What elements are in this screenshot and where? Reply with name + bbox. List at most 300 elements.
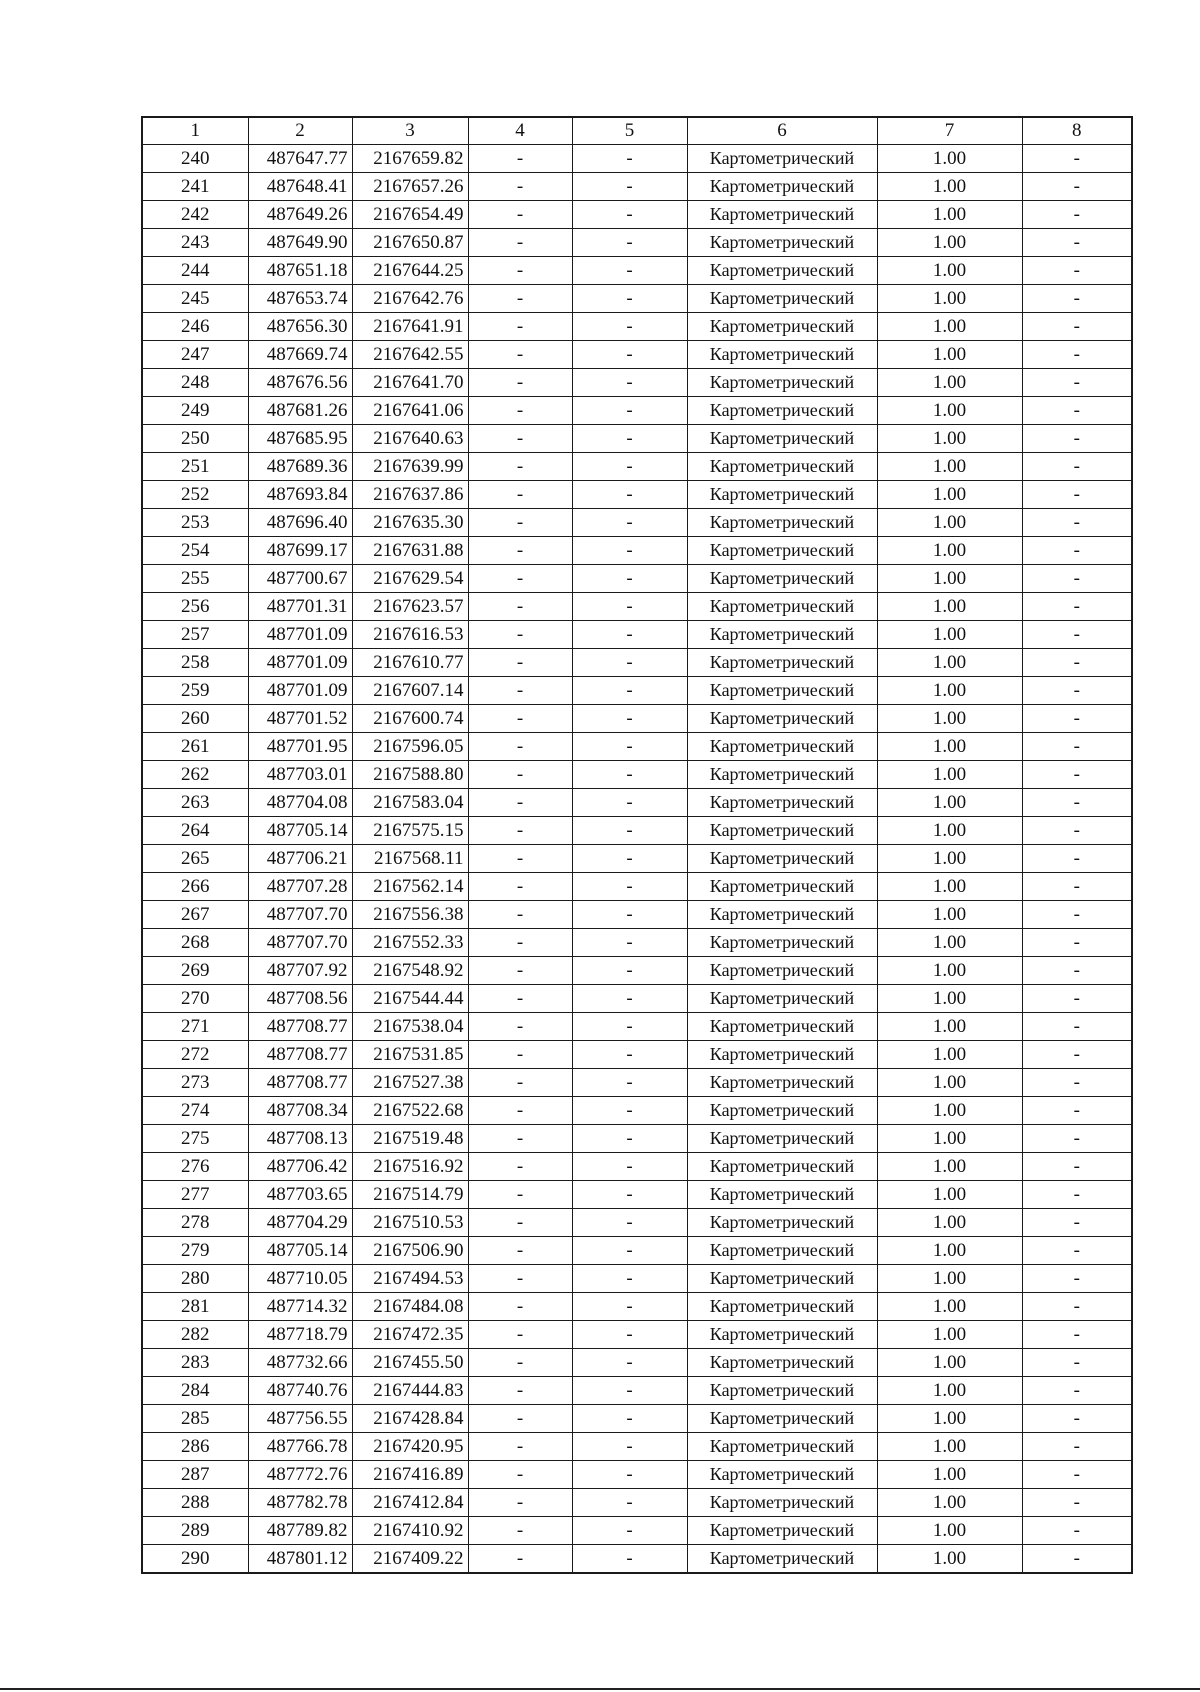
cell-col-4: - bbox=[468, 733, 572, 761]
cell-accuracy: 1.00 bbox=[877, 341, 1022, 369]
cell-coord-x: 487701.09 bbox=[248, 649, 352, 677]
cell-col-4: - bbox=[468, 1545, 572, 1574]
cell-method: Картометрический bbox=[687, 789, 877, 817]
cell-point-number: 248 bbox=[142, 369, 248, 397]
cell-coord-x: 487693.84 bbox=[248, 481, 352, 509]
cell-accuracy: 1.00 bbox=[877, 1321, 1022, 1349]
cell-col-8: - bbox=[1022, 313, 1132, 341]
cell-accuracy: 1.00 bbox=[877, 1489, 1022, 1517]
cell-coord-x: 487782.78 bbox=[248, 1489, 352, 1517]
cell-col-5: - bbox=[572, 369, 687, 397]
header-col-5: 5 bbox=[572, 117, 687, 145]
table-row bbox=[142, 1041, 1132, 1069]
header-col-8: 8 bbox=[1022, 117, 1132, 145]
cell-method: Картометрический bbox=[687, 817, 877, 845]
cell-col-8: - bbox=[1022, 1293, 1132, 1321]
table-row bbox=[142, 1265, 1132, 1293]
cell-coord-y: 2167640.63 bbox=[352, 425, 468, 453]
cell-col-5: - bbox=[572, 1209, 687, 1237]
cell-method: Картометрический bbox=[687, 845, 877, 873]
cell-coord-y: 2167494.53 bbox=[352, 1265, 468, 1293]
cell-coord-y: 2167641.91 bbox=[352, 313, 468, 341]
cell-coord-x: 487703.01 bbox=[248, 761, 352, 789]
cell-method: Картометрический bbox=[687, 1041, 877, 1069]
table-row bbox=[142, 677, 1132, 705]
table-row bbox=[142, 1013, 1132, 1041]
cell-accuracy: 1.00 bbox=[877, 1041, 1022, 1069]
cell-col-8: - bbox=[1022, 733, 1132, 761]
cell-coord-y: 2167562.14 bbox=[352, 873, 468, 901]
cell-method: Картометрический bbox=[687, 369, 877, 397]
table-row bbox=[142, 845, 1132, 873]
cell-col-5: - bbox=[572, 1433, 687, 1461]
cell-col-8: - bbox=[1022, 509, 1132, 537]
cell-col-5: - bbox=[572, 593, 687, 621]
table-row bbox=[142, 1209, 1132, 1237]
cell-coord-y: 2167637.86 bbox=[352, 481, 468, 509]
cell-method: Картометрический bbox=[687, 957, 877, 985]
cell-method: Картометрический bbox=[687, 313, 877, 341]
cell-point-number: 253 bbox=[142, 509, 248, 537]
table-row bbox=[142, 537, 1132, 565]
cell-col-4: - bbox=[468, 1377, 572, 1405]
cell-coord-x: 487708.13 bbox=[248, 1125, 352, 1153]
cell-coord-y: 2167623.57 bbox=[352, 593, 468, 621]
cell-coord-x: 487732.66 bbox=[248, 1349, 352, 1377]
cell-point-number: 284 bbox=[142, 1377, 248, 1405]
cell-col-4: - bbox=[468, 957, 572, 985]
table-row bbox=[142, 705, 1132, 733]
table-row bbox=[142, 761, 1132, 789]
cell-coord-y: 2167654.49 bbox=[352, 201, 468, 229]
cell-col-5: - bbox=[572, 649, 687, 677]
cell-col-5: - bbox=[572, 1461, 687, 1489]
cell-point-number: 281 bbox=[142, 1293, 248, 1321]
cell-coord-x: 487705.14 bbox=[248, 817, 352, 845]
cell-method: Картометрический bbox=[687, 649, 877, 677]
cell-col-5: - bbox=[572, 453, 687, 481]
cell-col-8: - bbox=[1022, 1405, 1132, 1433]
cell-method: Картометрический bbox=[687, 901, 877, 929]
cell-accuracy: 1.00 bbox=[877, 229, 1022, 257]
cell-point-number: 264 bbox=[142, 817, 248, 845]
cell-col-5: - bbox=[572, 1181, 687, 1209]
cell-method: Картометрический bbox=[687, 1293, 877, 1321]
cell-point-number: 273 bbox=[142, 1069, 248, 1097]
cell-accuracy: 1.00 bbox=[877, 1545, 1022, 1574]
cell-method: Картометрический bbox=[687, 1517, 877, 1545]
cell-coord-x: 487653.74 bbox=[248, 285, 352, 313]
cell-method: Картометрический bbox=[687, 873, 877, 901]
cell-method: Картометрический bbox=[687, 481, 877, 509]
cell-point-number: 255 bbox=[142, 565, 248, 593]
table-row bbox=[142, 425, 1132, 453]
cell-point-number: 247 bbox=[142, 341, 248, 369]
cell-col-5: - bbox=[572, 761, 687, 789]
cell-accuracy: 1.00 bbox=[877, 1405, 1022, 1433]
cell-col-8: - bbox=[1022, 1349, 1132, 1377]
cell-col-4: - bbox=[468, 1069, 572, 1097]
cell-method: Картометрический bbox=[687, 1069, 877, 1097]
cell-point-number: 246 bbox=[142, 313, 248, 341]
cell-point-number: 272 bbox=[142, 1041, 248, 1069]
cell-coord-x: 487696.40 bbox=[248, 509, 352, 537]
cell-accuracy: 1.00 bbox=[877, 1153, 1022, 1181]
cell-method: Картометрический bbox=[687, 733, 877, 761]
cell-col-8: - bbox=[1022, 1461, 1132, 1489]
cell-accuracy: 1.00 bbox=[877, 1265, 1022, 1293]
cell-accuracy: 1.00 bbox=[877, 537, 1022, 565]
cell-coord-y: 2167642.76 bbox=[352, 285, 468, 313]
cell-col-8: - bbox=[1022, 761, 1132, 789]
cell-col-4: - bbox=[468, 397, 572, 425]
cell-col-8: - bbox=[1022, 621, 1132, 649]
cell-col-8: - bbox=[1022, 145, 1132, 173]
cell-col-5: - bbox=[572, 1321, 687, 1349]
cell-method: Картометрический bbox=[687, 1153, 877, 1181]
cell-coord-y: 2167416.89 bbox=[352, 1461, 468, 1489]
cell-method: Картометрический bbox=[687, 1321, 877, 1349]
cell-col-4: - bbox=[468, 481, 572, 509]
cell-coord-x: 487669.74 bbox=[248, 341, 352, 369]
cell-col-5: - bbox=[572, 957, 687, 985]
cell-coord-y: 2167641.70 bbox=[352, 369, 468, 397]
header-col-7: 7 bbox=[877, 117, 1022, 145]
cell-col-5: - bbox=[572, 929, 687, 957]
cell-col-5: - bbox=[572, 229, 687, 257]
cell-method: Картометрический bbox=[687, 537, 877, 565]
cell-col-4: - bbox=[468, 985, 572, 1013]
cell-col-8: - bbox=[1022, 845, 1132, 873]
cell-point-number: 276 bbox=[142, 1153, 248, 1181]
cell-col-4: - bbox=[468, 873, 572, 901]
cell-col-4: - bbox=[468, 173, 572, 201]
cell-col-8: - bbox=[1022, 1209, 1132, 1237]
cell-method: Картометрический bbox=[687, 425, 877, 453]
cell-method: Картометрический bbox=[687, 565, 877, 593]
cell-col-4: - bbox=[468, 425, 572, 453]
cell-coord-x: 487772.76 bbox=[248, 1461, 352, 1489]
cell-col-4: - bbox=[468, 257, 572, 285]
cell-coord-y: 2167657.26 bbox=[352, 173, 468, 201]
cell-method: Картометрический bbox=[687, 285, 877, 313]
cell-col-5: - bbox=[572, 1517, 687, 1545]
cell-coord-x: 487703.65 bbox=[248, 1181, 352, 1209]
cell-point-number: 266 bbox=[142, 873, 248, 901]
cell-coord-y: 2167644.25 bbox=[352, 257, 468, 285]
cell-point-number: 286 bbox=[142, 1433, 248, 1461]
cell-coord-x: 487648.41 bbox=[248, 173, 352, 201]
cell-coord-x: 487656.30 bbox=[248, 313, 352, 341]
cell-point-number: 268 bbox=[142, 929, 248, 957]
table-row bbox=[142, 1321, 1132, 1349]
cell-point-number: 249 bbox=[142, 397, 248, 425]
cell-method: Картометрический bbox=[687, 257, 877, 285]
cell-col-4: - bbox=[468, 1265, 572, 1293]
cell-accuracy: 1.00 bbox=[877, 1517, 1022, 1545]
cell-col-8: - bbox=[1022, 257, 1132, 285]
table-row bbox=[142, 789, 1132, 817]
cell-coord-x: 487708.56 bbox=[248, 985, 352, 1013]
cell-coord-y: 2167616.53 bbox=[352, 621, 468, 649]
cell-col-4: - bbox=[468, 369, 572, 397]
header-col-4: 4 bbox=[468, 117, 572, 145]
cell-point-number: 243 bbox=[142, 229, 248, 257]
header-col-6: 6 bbox=[687, 117, 877, 145]
cell-col-4: - bbox=[468, 1153, 572, 1181]
cell-col-5: - bbox=[572, 1013, 687, 1041]
cell-point-number: 275 bbox=[142, 1125, 248, 1153]
table-row bbox=[142, 649, 1132, 677]
cell-point-number: 274 bbox=[142, 1097, 248, 1125]
cell-col-8: - bbox=[1022, 537, 1132, 565]
cell-coord-y: 2167639.99 bbox=[352, 453, 468, 481]
cell-method: Картометрический bbox=[687, 509, 877, 537]
cell-col-5: - bbox=[572, 1489, 687, 1517]
cell-coord-y: 2167484.08 bbox=[352, 1293, 468, 1321]
cell-col-8: - bbox=[1022, 789, 1132, 817]
cell-coord-y: 2167522.68 bbox=[352, 1097, 468, 1125]
cell-accuracy: 1.00 bbox=[877, 145, 1022, 173]
cell-col-4: - bbox=[468, 453, 572, 481]
cell-coord-y: 2167610.77 bbox=[352, 649, 468, 677]
cell-coord-y: 2167472.35 bbox=[352, 1321, 468, 1349]
cell-col-8: - bbox=[1022, 1321, 1132, 1349]
table-row bbox=[142, 1237, 1132, 1265]
cell-point-number: 251 bbox=[142, 453, 248, 481]
table-row bbox=[142, 1489, 1132, 1517]
cell-col-8: - bbox=[1022, 1517, 1132, 1545]
cell-col-5: - bbox=[572, 537, 687, 565]
cell-method: Картометрический bbox=[687, 173, 877, 201]
cell-coord-x: 487701.31 bbox=[248, 593, 352, 621]
cell-accuracy: 1.00 bbox=[877, 1181, 1022, 1209]
cell-col-5: - bbox=[572, 565, 687, 593]
table-header bbox=[142, 117, 1132, 145]
cell-accuracy: 1.00 bbox=[877, 1237, 1022, 1265]
cell-coord-x: 487689.36 bbox=[248, 453, 352, 481]
cell-col-4: - bbox=[468, 1405, 572, 1433]
cell-coord-x: 487681.26 bbox=[248, 397, 352, 425]
cell-col-4: - bbox=[468, 1041, 572, 1069]
cell-col-5: - bbox=[572, 1265, 687, 1293]
cell-col-4: - bbox=[468, 285, 572, 313]
table-row bbox=[142, 1153, 1132, 1181]
cell-accuracy: 1.00 bbox=[877, 565, 1022, 593]
cell-accuracy: 1.00 bbox=[877, 1433, 1022, 1461]
cell-col-4: - bbox=[468, 1293, 572, 1321]
cell-col-4: - bbox=[468, 565, 572, 593]
cell-coord-y: 2167556.38 bbox=[352, 901, 468, 929]
cell-point-number: 256 bbox=[142, 593, 248, 621]
cell-col-4: - bbox=[468, 1013, 572, 1041]
table-row bbox=[142, 1293, 1132, 1321]
table-row bbox=[142, 1377, 1132, 1405]
cell-coord-x: 487789.82 bbox=[248, 1517, 352, 1545]
cell-accuracy: 1.00 bbox=[877, 173, 1022, 201]
header-row bbox=[142, 117, 1132, 145]
cell-accuracy: 1.00 bbox=[877, 761, 1022, 789]
cell-point-number: 279 bbox=[142, 1237, 248, 1265]
cell-coord-y: 2167531.85 bbox=[352, 1041, 468, 1069]
cell-col-8: - bbox=[1022, 1041, 1132, 1069]
cell-col-5: - bbox=[572, 845, 687, 873]
cell-method: Картометрический bbox=[687, 705, 877, 733]
cell-coord-y: 2167588.80 bbox=[352, 761, 468, 789]
cell-method: Картометрический bbox=[687, 1237, 877, 1265]
cell-col-4: - bbox=[468, 1237, 572, 1265]
table-row bbox=[142, 1433, 1132, 1461]
cell-col-5: - bbox=[572, 1097, 687, 1125]
cell-point-number: 290 bbox=[142, 1545, 248, 1574]
table-row bbox=[142, 621, 1132, 649]
cell-col-8: - bbox=[1022, 957, 1132, 985]
cell-method: Картометрический bbox=[687, 593, 877, 621]
cell-coord-x: 487701.09 bbox=[248, 677, 352, 705]
cell-col-4: - bbox=[468, 1349, 572, 1377]
table-row bbox=[142, 929, 1132, 957]
cell-accuracy: 1.00 bbox=[877, 285, 1022, 313]
cell-coord-y: 2167635.30 bbox=[352, 509, 468, 537]
cell-accuracy: 1.00 bbox=[877, 789, 1022, 817]
cell-col-8: - bbox=[1022, 901, 1132, 929]
cell-col-5: - bbox=[572, 481, 687, 509]
cell-point-number: 270 bbox=[142, 985, 248, 1013]
cell-col-4: - bbox=[468, 789, 572, 817]
cell-col-5: - bbox=[572, 677, 687, 705]
cell-point-number: 262 bbox=[142, 761, 248, 789]
cell-coord-x: 487708.34 bbox=[248, 1097, 352, 1125]
cell-accuracy: 1.00 bbox=[877, 649, 1022, 677]
cell-col-8: - bbox=[1022, 173, 1132, 201]
cell-col-8: - bbox=[1022, 705, 1132, 733]
cell-col-4: - bbox=[468, 1517, 572, 1545]
cell-accuracy: 1.00 bbox=[877, 845, 1022, 873]
cell-coord-x: 487708.77 bbox=[248, 1041, 352, 1069]
cell-accuracy: 1.00 bbox=[877, 957, 1022, 985]
cell-coord-x: 487701.95 bbox=[248, 733, 352, 761]
header-col-2: 2 bbox=[248, 117, 352, 145]
cell-method: Картометрический bbox=[687, 1461, 877, 1489]
cell-accuracy: 1.00 bbox=[877, 1209, 1022, 1237]
cell-accuracy: 1.00 bbox=[877, 453, 1022, 481]
cell-col-8: - bbox=[1022, 397, 1132, 425]
cell-col-4: - bbox=[468, 1489, 572, 1517]
cell-col-4: - bbox=[468, 901, 572, 929]
cell-point-number: 277 bbox=[142, 1181, 248, 1209]
cell-col-4: - bbox=[468, 145, 572, 173]
cell-col-5: - bbox=[572, 705, 687, 733]
table-row bbox=[142, 817, 1132, 845]
cell-coord-y: 2167544.44 bbox=[352, 985, 468, 1013]
cell-accuracy: 1.00 bbox=[877, 201, 1022, 229]
cell-col-5: - bbox=[572, 285, 687, 313]
cell-col-4: - bbox=[468, 1097, 572, 1125]
cell-col-5: - bbox=[572, 1293, 687, 1321]
cell-col-8: - bbox=[1022, 817, 1132, 845]
cell-coord-y: 2167641.06 bbox=[352, 397, 468, 425]
cell-method: Картометрический bbox=[687, 1349, 877, 1377]
cell-method: Картометрический bbox=[687, 621, 877, 649]
cell-col-5: - bbox=[572, 621, 687, 649]
table-row bbox=[142, 873, 1132, 901]
cell-col-8: - bbox=[1022, 1069, 1132, 1097]
cell-accuracy: 1.00 bbox=[877, 929, 1022, 957]
cell-coord-y: 2167516.92 bbox=[352, 1153, 468, 1181]
cell-accuracy: 1.00 bbox=[877, 1125, 1022, 1153]
cell-col-4: - bbox=[468, 1125, 572, 1153]
cell-coord-x: 487766.78 bbox=[248, 1433, 352, 1461]
cell-method: Картометрический bbox=[687, 1545, 877, 1574]
cell-coord-y: 2167519.48 bbox=[352, 1125, 468, 1153]
cell-col-5: - bbox=[572, 1125, 687, 1153]
cell-point-number: 267 bbox=[142, 901, 248, 929]
cell-method: Картометрический bbox=[687, 229, 877, 257]
cell-point-number: 280 bbox=[142, 1265, 248, 1293]
cell-point-number: 259 bbox=[142, 677, 248, 705]
cell-accuracy: 1.00 bbox=[877, 901, 1022, 929]
cell-col-5: - bbox=[572, 733, 687, 761]
cell-coord-y: 2167538.04 bbox=[352, 1013, 468, 1041]
cell-coord-y: 2167548.92 bbox=[352, 957, 468, 985]
cell-point-number: 254 bbox=[142, 537, 248, 565]
cell-coord-x: 487707.70 bbox=[248, 901, 352, 929]
cell-point-number: 271 bbox=[142, 1013, 248, 1041]
cell-coord-x: 487718.79 bbox=[248, 1321, 352, 1349]
cell-point-number: 282 bbox=[142, 1321, 248, 1349]
table-row bbox=[142, 901, 1132, 929]
cell-col-8: - bbox=[1022, 985, 1132, 1013]
cell-accuracy: 1.00 bbox=[877, 1069, 1022, 1097]
cell-coord-y: 2167659.82 bbox=[352, 145, 468, 173]
cell-method: Картометрический bbox=[687, 985, 877, 1013]
cell-coord-x: 487647.77 bbox=[248, 145, 352, 173]
page-bottom-rule bbox=[0, 1688, 1200, 1690]
cell-coord-y: 2167514.79 bbox=[352, 1181, 468, 1209]
cell-accuracy: 1.00 bbox=[877, 677, 1022, 705]
table-row bbox=[142, 145, 1132, 173]
cell-accuracy: 1.00 bbox=[877, 1377, 1022, 1405]
cell-coord-x: 487704.08 bbox=[248, 789, 352, 817]
cell-coord-y: 2167410.92 bbox=[352, 1517, 468, 1545]
cell-col-4: - bbox=[468, 621, 572, 649]
cell-col-5: - bbox=[572, 201, 687, 229]
cell-col-8: - bbox=[1022, 1181, 1132, 1209]
cell-col-8: - bbox=[1022, 929, 1132, 957]
cell-col-4: - bbox=[468, 761, 572, 789]
cell-col-4: - bbox=[468, 705, 572, 733]
cell-point-number: 288 bbox=[142, 1489, 248, 1517]
cell-col-4: - bbox=[468, 341, 572, 369]
cell-method: Картометрический bbox=[687, 453, 877, 481]
cell-coord-y: 2167642.55 bbox=[352, 341, 468, 369]
table-row bbox=[142, 1405, 1132, 1433]
cell-col-5: - bbox=[572, 313, 687, 341]
cell-col-8: - bbox=[1022, 481, 1132, 509]
cell-coord-x: 487756.55 bbox=[248, 1405, 352, 1433]
cell-method: Картометрический bbox=[687, 1097, 877, 1125]
cell-col-8: - bbox=[1022, 873, 1132, 901]
cell-coord-x: 487707.92 bbox=[248, 957, 352, 985]
cell-col-4: - bbox=[468, 817, 572, 845]
cell-method: Картометрический bbox=[687, 1433, 877, 1461]
cell-accuracy: 1.00 bbox=[877, 1461, 1022, 1489]
cell-col-8: - bbox=[1022, 201, 1132, 229]
cell-col-4: - bbox=[468, 649, 572, 677]
table-row bbox=[142, 1517, 1132, 1545]
cell-col-8: - bbox=[1022, 285, 1132, 313]
table-row bbox=[142, 593, 1132, 621]
